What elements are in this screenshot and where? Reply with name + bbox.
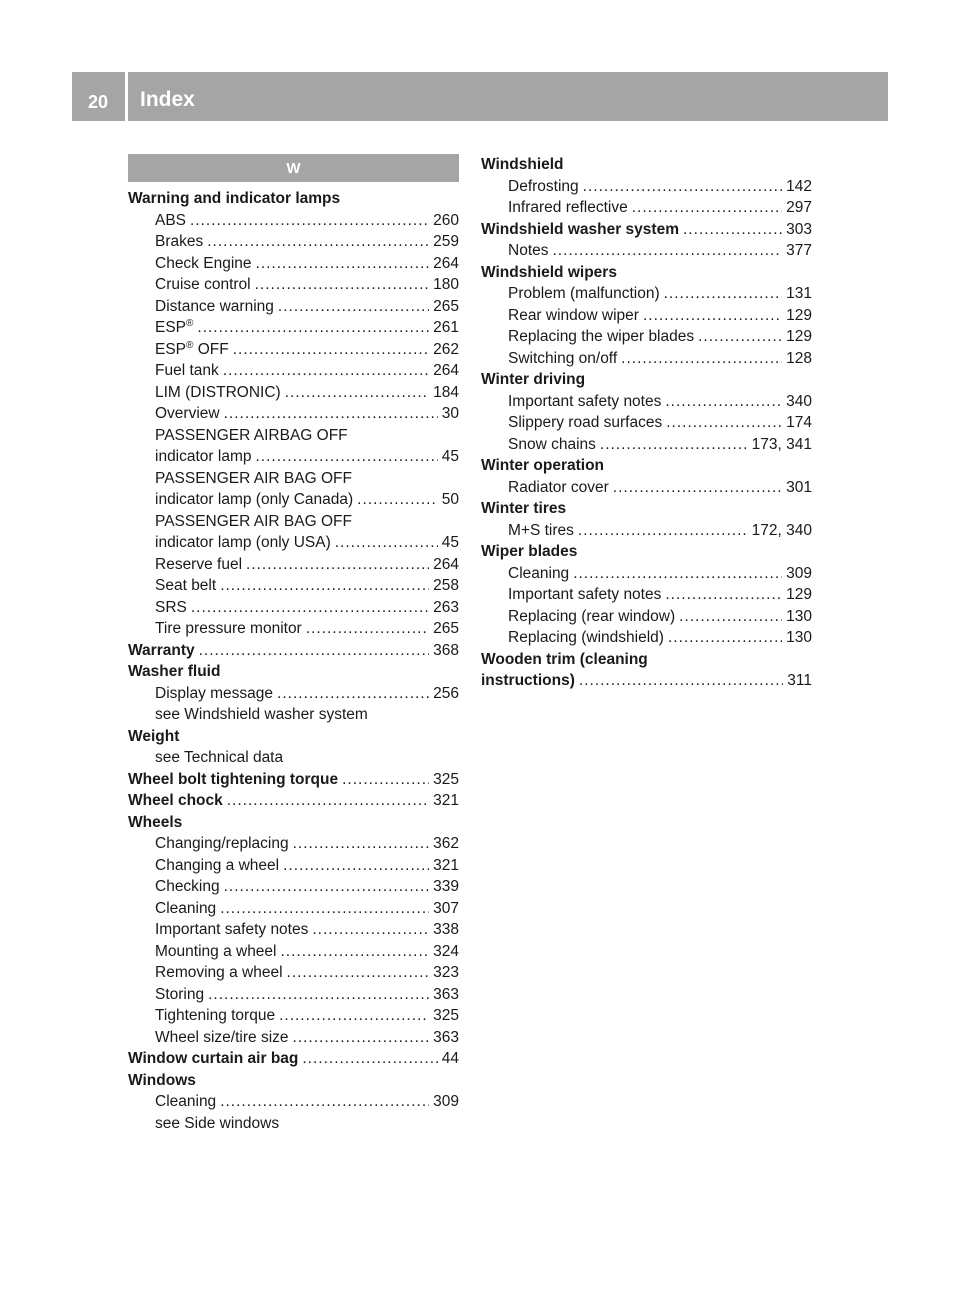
- page-reference: 338: [433, 921, 459, 938]
- index-subentry: [128, 618, 459, 640]
- index-subentry: [128, 1027, 459, 1049]
- index-column-left: [128, 154, 459, 1134]
- page-reference: 142: [786, 177, 812, 195]
- index-column-right: [481, 154, 812, 692]
- entry-label: [508, 434, 596, 456]
- entry-text: indicator lamp (only Canada): [155, 491, 354, 508]
- entry-text: Changing a wheel: [155, 856, 280, 874]
- index-heading: Weight: [128, 727, 180, 745]
- dot-leader: [281, 941, 430, 963]
- entry-text: Changing/replacing: [155, 835, 289, 852]
- entry-text: Snow chains: [508, 435, 596, 453]
- page-reference: 307: [433, 899, 459, 917]
- entry-text: Display message: [155, 684, 274, 702]
- index-heading: Windshield: [481, 156, 564, 173]
- entry-label: PASSENGER AIRBAG OFF: [155, 426, 348, 444]
- index-subentry: [481, 606, 812, 628]
- index-subentry: [128, 704, 459, 726]
- index-subentry: [481, 563, 812, 585]
- page-reference: 263: [433, 598, 459, 616]
- page-reference: 130: [786, 629, 812, 646]
- dot-leader: [278, 296, 429, 318]
- dot-leader: [256, 253, 430, 275]
- page-reference: 297: [786, 199, 812, 216]
- page-reference: 340: [786, 392, 812, 410]
- dot-leader: [573, 563, 782, 585]
- page-reference: 325: [433, 770, 459, 788]
- page-reference: 172, 340: [751, 521, 812, 539]
- entry-label: [155, 532, 331, 554]
- dot-leader: [613, 477, 782, 499]
- page-reference: 363: [433, 985, 459, 1003]
- index-subentry: [128, 876, 459, 898]
- page-reference: 259: [433, 233, 459, 250]
- dot-leader: [207, 231, 429, 253]
- index-subentry: [128, 919, 459, 941]
- page-reference: 264: [433, 362, 459, 379]
- index-subentry: [128, 855, 459, 877]
- entry-text: Windshield washer system: [481, 220, 679, 238]
- page-reference: 44: [441, 1050, 459, 1067]
- entry-text: Notes: [508, 242, 549, 259]
- page-reference: 309: [786, 564, 812, 582]
- index-subentry: [481, 197, 812, 219]
- index-subentry: [128, 898, 459, 920]
- index-subentry: [128, 339, 459, 361]
- entry-text: Tire pressure monitor: [155, 620, 302, 637]
- entry-text: Cruise control: [155, 276, 251, 293]
- index-main-entry: [481, 670, 812, 692]
- page-reference: 129: [786, 586, 812, 603]
- entry-label: [155, 941, 277, 963]
- entry-text: Wheel bolt tightening torque: [128, 770, 339, 788]
- page-reference: 258: [433, 577, 459, 594]
- entry-label: [128, 769, 338, 791]
- entry-label: [508, 412, 662, 434]
- entry-label: [155, 919, 308, 941]
- entry-label: [155, 984, 204, 1006]
- entry-label: [155, 876, 220, 898]
- page-reference: 303: [786, 220, 812, 238]
- dot-leader: [698, 326, 782, 348]
- dot-leader: [256, 446, 438, 468]
- dot-leader: [224, 876, 430, 898]
- entry-text: Replacing (windshield): [508, 629, 664, 646]
- entry-label: [155, 360, 219, 382]
- entry-text: Important safety notes: [155, 921, 309, 938]
- index-subentry: [128, 747, 459, 769]
- entry-text: Fuel tank: [155, 362, 219, 379]
- entry-label: [128, 790, 223, 812]
- page-reference: 377: [786, 242, 812, 259]
- index-subentry: [128, 253, 459, 275]
- dot-leader: [220, 1091, 429, 1113]
- index-subentry: [481, 176, 812, 198]
- entry-label: [508, 477, 609, 499]
- index-main-entry: [481, 219, 812, 241]
- entry-label: [128, 1048, 298, 1070]
- index-subentry: [128, 317, 459, 339]
- index-main-entry: [128, 640, 459, 662]
- dot-leader: [293, 1027, 430, 1049]
- dot-leader: [224, 403, 438, 425]
- dot-leader: [199, 640, 430, 662]
- dot-leader: [279, 1005, 429, 1027]
- index-subentry: [481, 391, 812, 413]
- dot-leader: [191, 597, 429, 619]
- entry-text: M+S tires: [508, 521, 574, 539]
- entry-label: [508, 563, 569, 585]
- dot-leader: [287, 962, 430, 984]
- dot-leader: [621, 348, 782, 370]
- entry-label: [128, 640, 195, 662]
- entry-label: [155, 898, 216, 920]
- entry-label: [508, 176, 579, 198]
- index-subentry: [128, 962, 459, 984]
- index-subentry: [481, 283, 812, 305]
- index-subentry: [128, 489, 459, 511]
- entry-label: [155, 597, 187, 619]
- entry-suffix: OFF: [193, 340, 229, 358]
- entry-label: [508, 326, 694, 348]
- entry-text: SRS: [155, 598, 187, 616]
- entry-label: PASSENGER AIR BAG OFF: [155, 512, 352, 530]
- index-heading: Wheels: [128, 813, 183, 831]
- page-reference: 45: [441, 534, 459, 551]
- dot-leader: [342, 769, 429, 791]
- index-subentry: [128, 597, 459, 619]
- index-subentry: [128, 446, 459, 468]
- dot-leader: [277, 683, 429, 705]
- registered-mark: ®: [186, 317, 194, 329]
- entry-label: [155, 1091, 216, 1113]
- dot-leader: [579, 670, 783, 692]
- index-subentry: [128, 274, 459, 296]
- dot-leader: [357, 489, 438, 511]
- entry-text: Infrared reflective: [508, 199, 628, 216]
- index-list-right: [481, 154, 812, 692]
- entry-label: [155, 855, 279, 877]
- entry-label: [155, 317, 193, 339]
- index-subentry: [481, 584, 812, 606]
- entry-label: [508, 305, 639, 327]
- index-subentry: [128, 941, 459, 963]
- page-reference: 311: [787, 672, 812, 689]
- dot-leader: [208, 984, 429, 1006]
- entry-text: LIM (DISTRONIC): [155, 383, 281, 401]
- index-subentry: [128, 382, 459, 404]
- entry-label: [155, 231, 203, 253]
- page-reference: 260: [433, 211, 459, 229]
- index-subentry: [481, 305, 812, 327]
- page-reference: 131: [786, 285, 812, 302]
- index-subentry: [128, 532, 459, 554]
- entry-text: Window curtain air bag: [128, 1050, 299, 1067]
- dot-leader: [665, 584, 782, 606]
- entry-label: [155, 446, 252, 468]
- dot-leader: [583, 176, 782, 198]
- header-divider: [125, 72, 128, 121]
- dot-leader: [553, 240, 783, 262]
- page-reference: 129: [786, 328, 812, 345]
- page-title: Index: [140, 88, 195, 111]
- dot-leader: [293, 833, 430, 855]
- index-list-left: [128, 188, 459, 1134]
- dot-leader: [197, 317, 429, 339]
- entry-text: indicator lamp (only USA): [155, 534, 331, 551]
- index-subentry: [128, 403, 459, 425]
- entry-text: Wheel chock: [128, 792, 223, 809]
- entry-text: Reserve fuel: [155, 555, 243, 573]
- page-reference: 362: [433, 835, 459, 852]
- registered-mark: ®: [186, 339, 194, 351]
- index-subentry: [128, 425, 459, 447]
- index-heading: Winter driving: [481, 371, 586, 388]
- entry-label: see Windshield washer system: [155, 706, 368, 723]
- page-reference: 321: [433, 856, 459, 874]
- index-heading: Windshield wipers: [481, 263, 617, 281]
- entry-text: ESP: [155, 319, 187, 336]
- entry-text: Mounting a wheel: [155, 942, 277, 960]
- entry-text: Warranty: [128, 641, 195, 659]
- entry-text: ESP: [155, 340, 187, 358]
- dot-leader: [190, 210, 429, 232]
- page-reference: 325: [433, 1007, 459, 1024]
- index-heading: Windows: [128, 1071, 196, 1089]
- index-heading: Warning and indicator lamps: [128, 190, 341, 207]
- page-reference: 256: [433, 684, 459, 702]
- entry-text: Checking: [155, 878, 220, 895]
- entry-label: [155, 403, 220, 425]
- page-reference: 128: [786, 349, 812, 367]
- index-heading: Winter tires: [481, 500, 567, 517]
- dot-leader: [283, 855, 429, 877]
- page-reference: 173, 341: [751, 435, 812, 453]
- entry-text: Seat belt: [155, 577, 217, 594]
- entry-label: [155, 962, 283, 984]
- entry-text: Wheel size/tire size: [155, 1028, 289, 1046]
- dot-leader: [578, 520, 748, 542]
- page-reference: 323: [433, 964, 459, 981]
- index-main-entry: [128, 769, 459, 791]
- page-number: 20: [87, 92, 109, 112]
- page-reference: 180: [433, 276, 459, 293]
- dot-leader: [666, 412, 782, 434]
- dot-leader: [664, 283, 783, 305]
- entry-label: [508, 391, 661, 413]
- entry-text: ABS: [155, 211, 187, 229]
- dot-leader: [302, 1048, 437, 1070]
- entry-text: Cleaning: [508, 564, 570, 582]
- index-subentry: [128, 210, 459, 232]
- page-reference: 321: [433, 792, 459, 809]
- entry-text: Replacing (rear window): [508, 607, 676, 625]
- dot-leader: [668, 627, 782, 649]
- dot-leader: [335, 532, 438, 554]
- entry-text: Storing: [155, 985, 205, 1003]
- index-subentry: [128, 360, 459, 382]
- entry-text: Overview: [155, 405, 220, 422]
- page-reference: 264: [433, 555, 459, 573]
- entry-label: [508, 197, 628, 219]
- dot-leader: [223, 360, 429, 382]
- entry-label: [155, 296, 274, 318]
- entry-label: [481, 219, 679, 241]
- index-subentry: [128, 1113, 459, 1135]
- entry-text: Important safety notes: [508, 586, 662, 603]
- page-reference: 309: [433, 1093, 459, 1110]
- entry-text: Check Engine: [155, 254, 252, 272]
- section-letter-bar: W: [128, 154, 459, 182]
- entry-text: Brakes: [155, 233, 204, 250]
- index-main-entry: [128, 1048, 459, 1070]
- entry-label: [155, 210, 186, 232]
- entry-label: see Side windows: [155, 1114, 280, 1132]
- dot-leader: [220, 898, 429, 920]
- dot-leader: [632, 197, 782, 219]
- entry-text: Slippery road surfaces: [508, 414, 663, 431]
- entry-text: Tightening torque: [155, 1007, 276, 1024]
- entry-text: Cleaning: [155, 1093, 217, 1110]
- index-main-entry: [128, 790, 459, 812]
- entry-text: Removing a wheel: [155, 964, 283, 981]
- page-reference: 265: [433, 620, 459, 637]
- dot-leader: [683, 219, 782, 241]
- page-reference: 130: [786, 607, 812, 625]
- index-heading: Wiper blades: [481, 543, 578, 560]
- page-reference: 129: [786, 306, 812, 324]
- page-reference: 368: [433, 641, 459, 659]
- entry-label: [155, 1005, 275, 1027]
- entry-label: [155, 683, 273, 705]
- index-subentry: [481, 240, 812, 262]
- dot-leader: [643, 305, 782, 327]
- index-subentry: [481, 477, 812, 499]
- page-reference: 184: [433, 383, 459, 401]
- index-subentry: [128, 511, 459, 533]
- dot-leader: [600, 434, 748, 456]
- dot-leader: [246, 554, 429, 576]
- dot-leader: [312, 919, 429, 941]
- entry-label: [481, 670, 575, 692]
- entry-text: indicator lamp: [155, 448, 252, 465]
- entry-label: [155, 554, 242, 576]
- entry-label: [155, 382, 281, 404]
- page-reference: 174: [786, 414, 812, 431]
- index-heading: Wooden trim (cleaning: [481, 650, 648, 668]
- entry-label: [508, 627, 664, 649]
- entry-label: [508, 606, 675, 628]
- index-subentry: [128, 296, 459, 318]
- index-subentry: [128, 984, 459, 1006]
- page-reference: 262: [433, 340, 459, 358]
- page-reference: 50: [441, 491, 459, 508]
- entry-text: Switching on/off: [508, 349, 618, 367]
- entry-text: Radiator cover: [508, 478, 609, 496]
- entry-label: [508, 348, 617, 370]
- page-reference: 264: [433, 254, 459, 272]
- entry-label: [155, 618, 302, 640]
- index-subentry: [128, 1091, 459, 1113]
- entry-label: [155, 833, 289, 855]
- entry-text: Problem (malfunction): [508, 285, 660, 302]
- index-heading: Washer fluid: [128, 663, 221, 680]
- index-subentry: [128, 1005, 459, 1027]
- entry-text: Replacing the wiper blades: [508, 328, 695, 345]
- dot-leader: [255, 274, 430, 296]
- page-reference: 301: [786, 478, 812, 496]
- entry-label: [508, 283, 660, 305]
- entry-label: [155, 274, 251, 296]
- index-subentry: [481, 520, 812, 542]
- index-subentry: [481, 348, 812, 370]
- index-heading: Winter operation: [481, 457, 605, 474]
- entry-label: [508, 520, 574, 542]
- page-reference: 45: [441, 448, 459, 465]
- dot-leader: [679, 606, 782, 628]
- index-subentry: [481, 326, 812, 348]
- entry-label: [508, 584, 661, 606]
- page-reference: 261: [433, 319, 459, 336]
- dot-leader: [306, 618, 429, 640]
- index-subentry: [128, 554, 459, 576]
- index-subentry: [481, 412, 812, 434]
- entry-text: Rear window wiper: [508, 306, 639, 324]
- entry-label: [155, 339, 229, 361]
- entry-label: [155, 253, 252, 275]
- index-subentry: [128, 468, 459, 490]
- entry-text: Important safety notes: [508, 392, 662, 410]
- index-subentry: [481, 434, 812, 456]
- index-subentry: [128, 833, 459, 855]
- page-reference: 324: [433, 942, 459, 960]
- dot-leader: [220, 575, 429, 597]
- entry-label: [155, 575, 216, 597]
- dot-leader: [227, 790, 429, 812]
- page-reference: 363: [433, 1028, 459, 1046]
- index-subentry: [128, 231, 459, 253]
- entry-label: [155, 489, 353, 511]
- index-subentry: [128, 683, 459, 705]
- entry-text: Cleaning: [155, 899, 217, 917]
- dot-leader: [285, 382, 429, 404]
- page-reference: 339: [433, 878, 459, 895]
- page-reference: 30: [441, 405, 459, 422]
- entry-label: [155, 1027, 289, 1049]
- entry-text: Distance warning: [155, 297, 274, 315]
- entry-text: instructions): [481, 672, 575, 689]
- entry-label: PASSENGER AIR BAG OFF: [155, 469, 352, 487]
- page-reference: 265: [433, 297, 459, 315]
- index-subentry: [128, 575, 459, 597]
- entry-text: Defrosting: [508, 177, 579, 195]
- dot-leader: [233, 339, 429, 361]
- entry-label: [508, 240, 549, 262]
- dot-leader: [665, 391, 782, 413]
- entry-label: see Technical data: [155, 749, 284, 766]
- index-subentry: [481, 627, 812, 649]
